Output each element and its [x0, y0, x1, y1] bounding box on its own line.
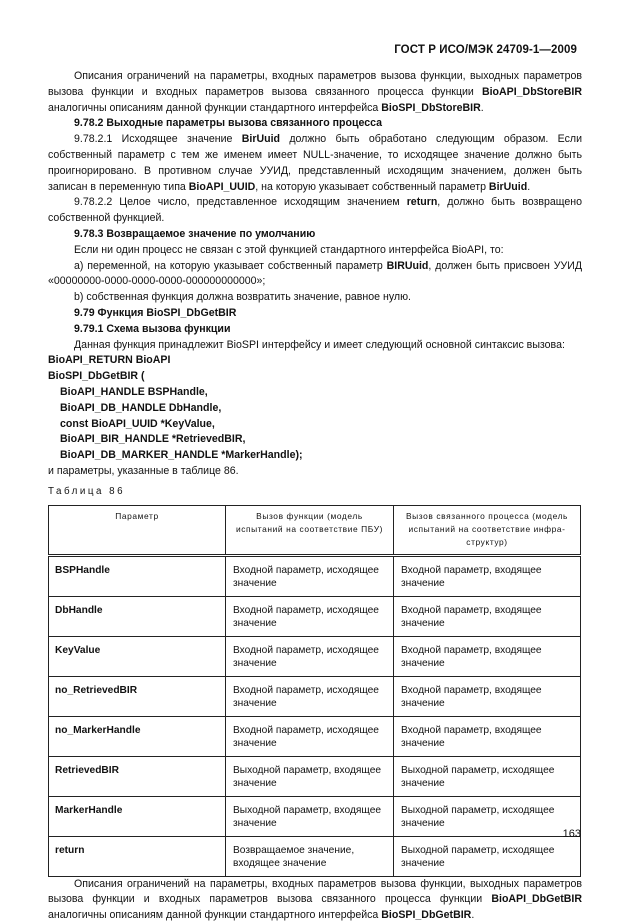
param-name: BIRUuid: [386, 259, 429, 272]
code-line: BioAPI_HANDLE BSPHandle,: [60, 385, 208, 398]
paragraph: [48, 69, 582, 116]
param-cell: MarkerHandle: [49, 796, 226, 836]
param-name: BirUuid: [241, 133, 281, 146]
table-row: [49, 716, 581, 756]
function-name: BioAPI_DbGetBIR: [491, 893, 582, 906]
function-call-cell: Выходной параметр, входящее значение: [226, 756, 394, 796]
function-call-cell: Входной параметр, исходящее значение: [226, 716, 394, 756]
table-row: [49, 836, 581, 876]
linked-process-cell: Выходной параметр, исходящее значение: [394, 756, 581, 796]
text: .: [471, 909, 475, 922]
linked-process-cell: Входной параметр, входящее значение: [394, 555, 581, 596]
code-line: BioAPI_DB_HANDLE DbHandle,: [60, 401, 222, 414]
code-line: BioAPI_DB_MARKER_HANDLE *MarkerHandle);: [60, 449, 303, 462]
function-name: BioAPI_DbStoreBIR: [481, 85, 582, 98]
section-heading: 9.78.3 Возвращаемое значение по умолчанию: [74, 227, 316, 240]
paragraph: и параметры, указанные в таблице 86.: [48, 464, 239, 477]
page-header: ГОСТ Р ИСО/МЭК 24709-1—2009: [394, 44, 577, 56]
type-name: BioAPI_UUID: [188, 180, 256, 193]
table-row: [49, 756, 581, 796]
section-heading: 9.79.1 Схема вызова функции: [74, 322, 231, 335]
list-item: b) собственная функция должна возвратить значение, равное нулю.: [74, 291, 411, 304]
linked-process-cell: Входной параметр, входящее значение: [394, 676, 581, 716]
table-row: [49, 596, 581, 636]
list-item: [48, 259, 582, 291]
param-name: BirUuid: [488, 180, 528, 193]
paragraph: [48, 132, 582, 195]
param-cell: DbHandle: [49, 596, 226, 636]
param-cell: RetrievedBIR: [49, 756, 226, 796]
text: Описания ограничений на параметры, входных параметров вызова функции, выходных параметров вызова функции и входных параметров вызова связанного процесса функции: [48, 70, 582, 98]
column-header: Параметр: [49, 505, 226, 555]
page-content: [48, 69, 582, 924]
linked-process-cell: Выходной параметр, исходящее значение: [394, 796, 581, 836]
text: должно быть обработано следующим образом. Если собственный параметр с тем же именем имеет NULL-значение, то исходящее значение должно быть проигнорировано. В противном случае УУИД, представленный исходящим значением, должен быть записан в переменную типа: [48, 133, 582, 193]
paragraph: Если ни один процесс не связан с этой функцией стандартного интерфейса BioAPI, то:: [74, 243, 504, 256]
text: Описания ограничений на параметры, входных параметров вызова функции, выходных параметров вызова функции и входных параметров вызова связанного процесса функции: [48, 877, 582, 906]
param-cell: return: [49, 836, 226, 876]
linked-process-cell: Входной параметр, входящее значение: [394, 596, 581, 636]
paragraph: Данная функция принадлежит BioSPI интерфейсу и имеет следующий основной синтаксис вызова:: [74, 338, 565, 351]
linked-process-cell: Входной параметр, входящее значение: [394, 636, 581, 676]
code-line: BioAPI_RETURN BioAPI: [48, 354, 171, 367]
param-cell: no_RetrievedBIR: [49, 676, 226, 716]
code-block: [48, 353, 582, 464]
function-call-cell: Выходной параметр, входящее значение: [226, 796, 394, 836]
text: , должен быть присвоен УУИД «00000000-0000-0000-0000-000000000000»;: [48, 259, 582, 288]
text: 9.78.2.1 Исходящее значение: [74, 133, 242, 146]
text: а) переменной, на которую указывает собственный параметр: [74, 259, 387, 272]
text: аналогичны описаниям данной функции стандартного интерфейса: [48, 909, 382, 922]
paragraph: [48, 877, 582, 924]
code-line: BioSPI_DbGetBIR (: [48, 370, 145, 383]
function-call-cell: Входной параметр, исходящее значение: [226, 596, 394, 636]
column-header: Вызов связанного процесса (модель испытаний на соответствие инфра- структур): [394, 505, 581, 555]
section-heading: 9.79 Функция BioSPI_DbGetBIR: [74, 306, 237, 319]
param-cell: BSPHandle: [49, 555, 226, 596]
section-heading: 9.78.2 Выходные параметры вызова связанного процесса: [74, 117, 383, 130]
text: , должно быть возвращено собственной функцией.: [48, 196, 582, 225]
function-call-cell: Входной параметр, исходящее значение: [226, 676, 394, 716]
parameters-table: [48, 505, 581, 877]
table-row: [49, 636, 581, 676]
param-cell: no_MarkerHandle: [49, 716, 226, 756]
table-row: [49, 796, 581, 836]
text: аналогичны описаниям данной функции стандартного интерфейса: [48, 101, 382, 114]
column-header: Вызов функции (модель испытаний на соответствие ПБУ): [226, 505, 394, 555]
function-call-cell: Возвращаемое значение, входящее значение: [226, 836, 394, 876]
function-name: BioSPI_DbGetBIR: [381, 909, 472, 922]
function-call-cell: Входной параметр, исходящее значение: [226, 555, 394, 596]
code-line: BioAPI_BIR_HANDLE *RetrievedBIR,: [60, 433, 246, 446]
paragraph: [48, 195, 582, 227]
text: .: [527, 180, 531, 193]
keyword: return: [406, 196, 438, 209]
table-header-row: [49, 505, 581, 555]
param-cell: KeyValue: [49, 636, 226, 676]
linked-process-cell: Входной параметр, входящее значение: [394, 716, 581, 756]
table-row: [49, 555, 581, 596]
page-number: 163: [562, 828, 581, 840]
function-name: BioSPI_DbStoreBIR: [381, 101, 481, 114]
function-call-cell: Входной параметр, исходящее значение: [226, 636, 394, 676]
table-caption: Таблица 86: [48, 485, 126, 497]
text: .: [480, 101, 484, 114]
text: 9.78.2.2 Целое число, представленное исходящим значением: [74, 196, 407, 209]
linked-process-cell: Выходной параметр, исходящее значение: [394, 836, 581, 876]
code-line: const BioAPI_UUID *KeyValue,: [60, 417, 215, 430]
table-row: [49, 676, 581, 716]
text: , на которую указывает собственный параметр: [255, 180, 489, 193]
